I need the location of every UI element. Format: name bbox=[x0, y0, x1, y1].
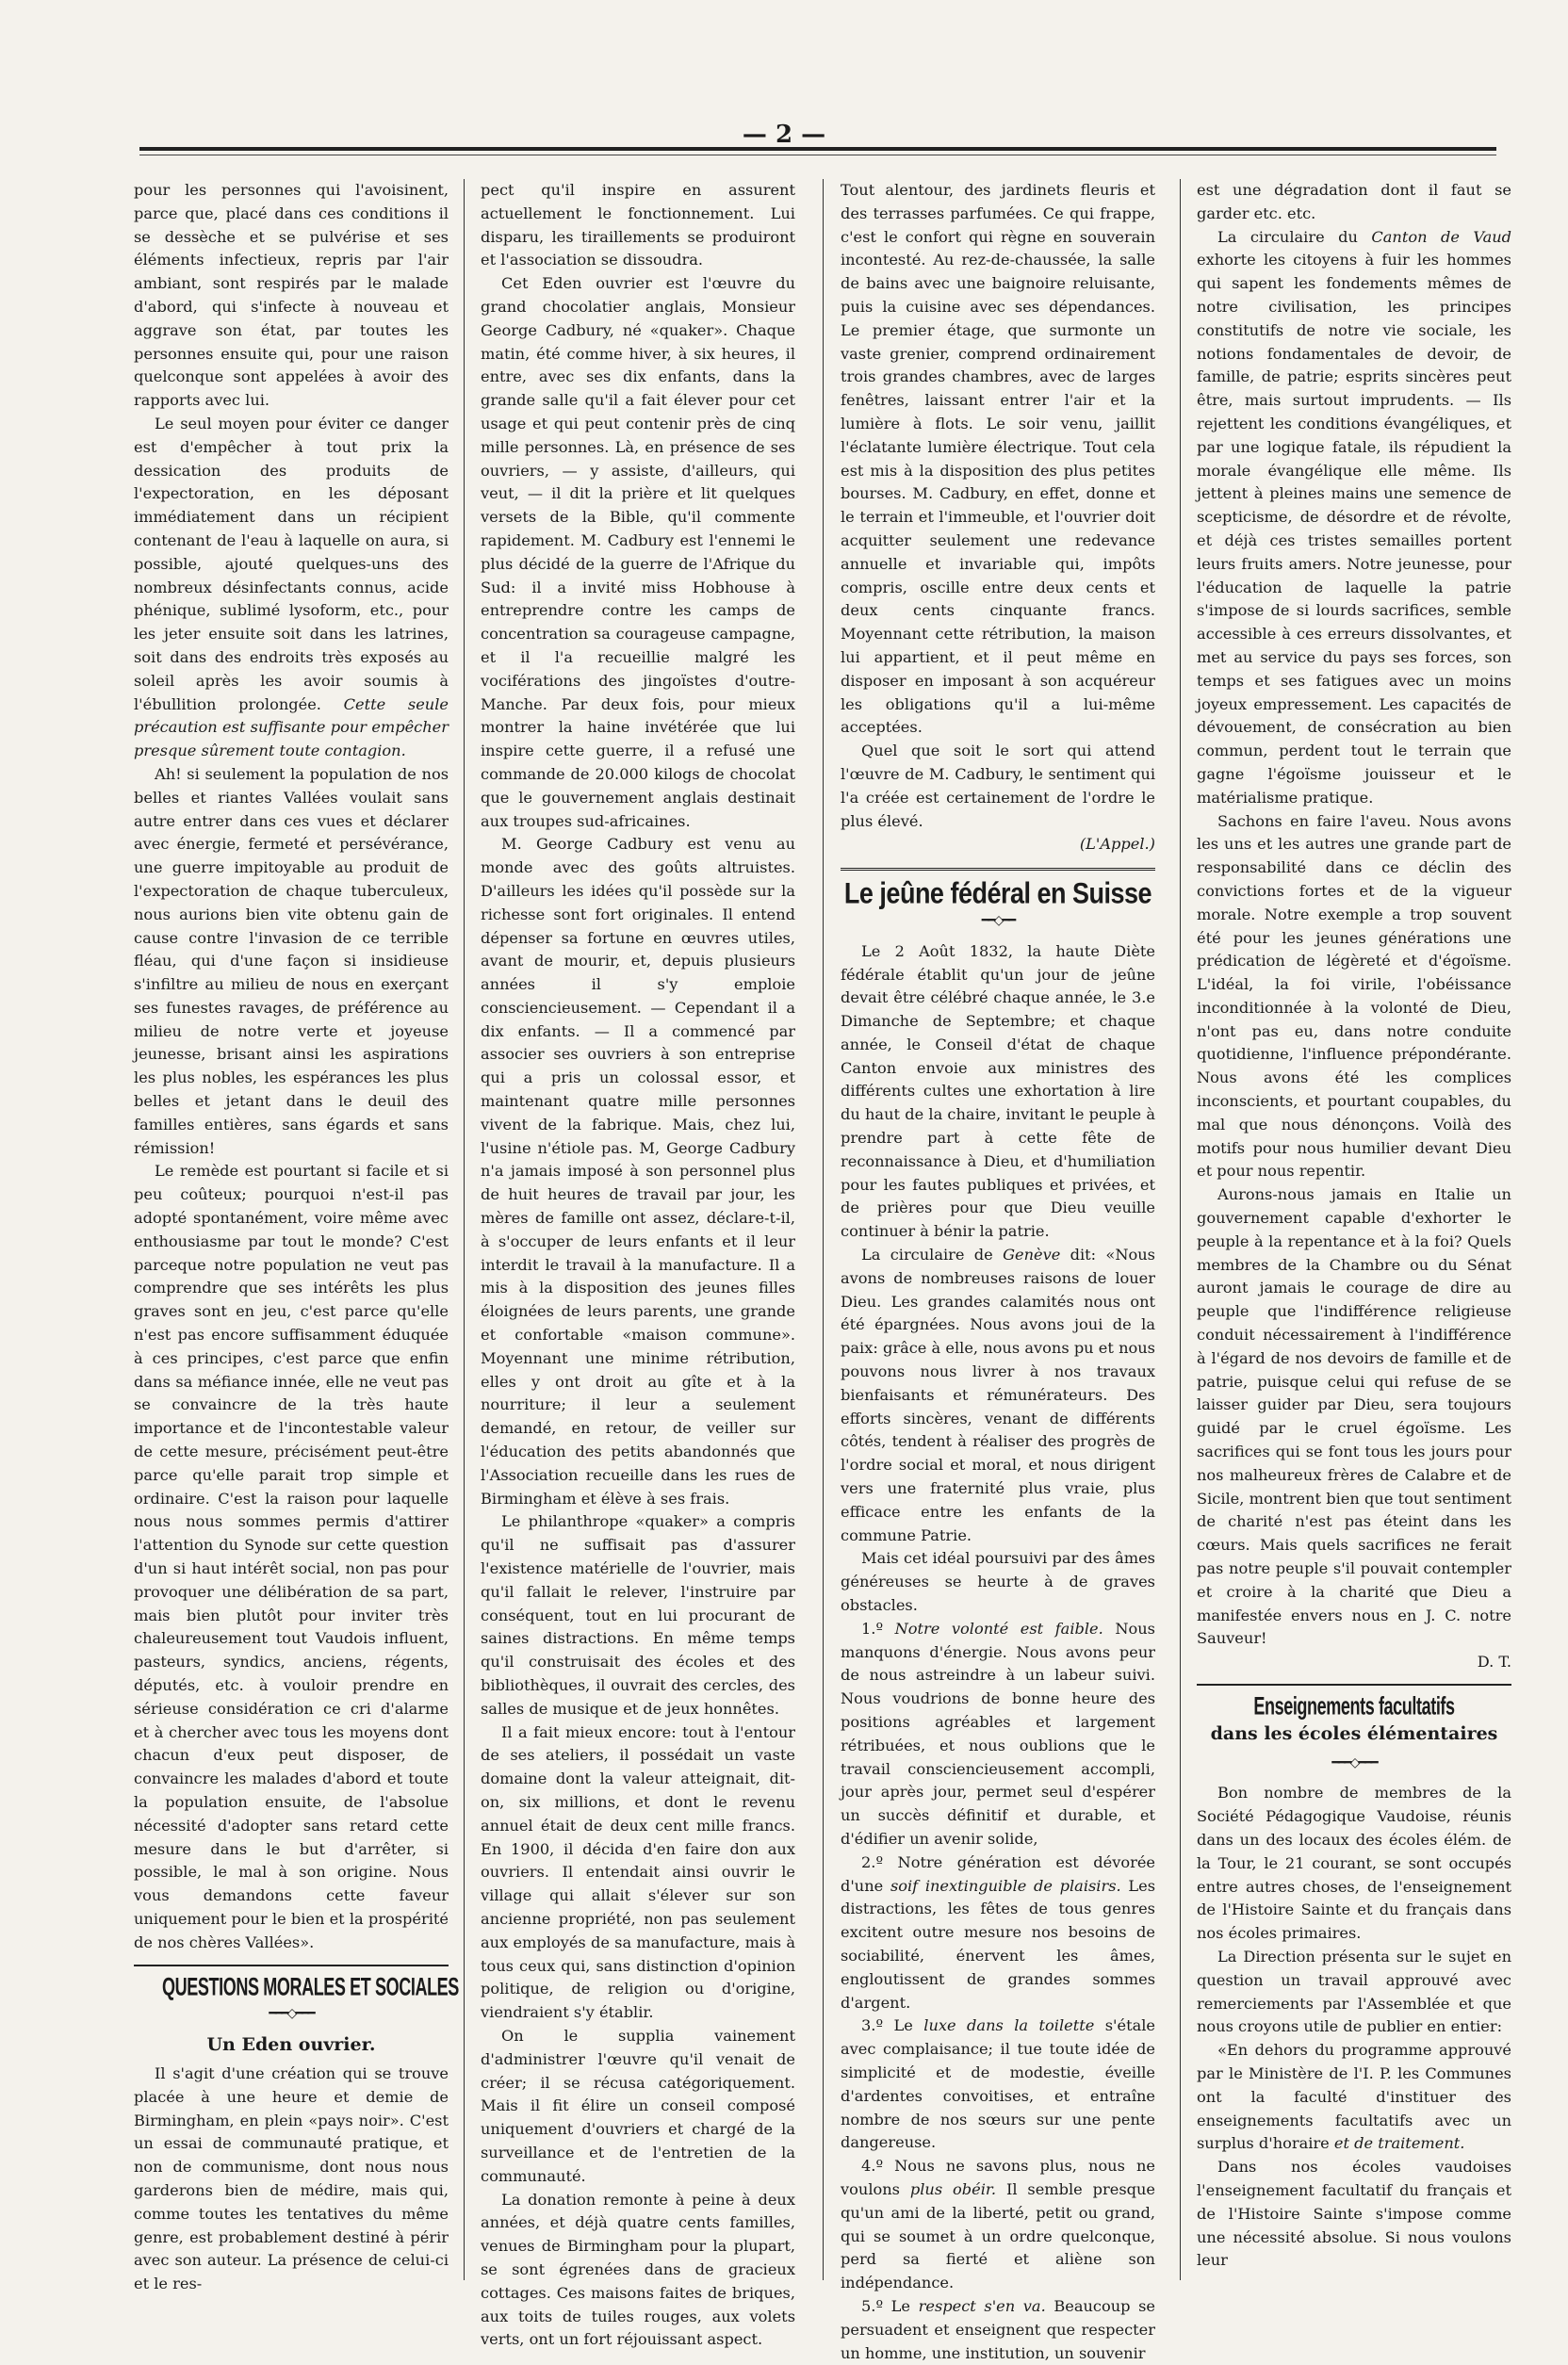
paragraph: Aurons-nous jamais en Italie un gouvernement capable d'exhorter le peuple à la repentance et à la foi? Quels membres de la Chambre ou du Sénat auront jamais le courage de dire au peuple que l'indifférence religieuse conduit nécessairement à l'indifférence à l'égard de nos devoirs de famille et de patrie, puisque celui qui refuse de se laisser guider par Dieu, sera toujours guidé par le cruel égoïsme. Les sacrifices qui se font tous les jours pour nos malheureux frères de Calabre et de Sicile, montrent bien que tout sentiment de charité n'est pas éteint dans les cœurs. Mais quels sacrifices ne ferait pas notre peuple s'il pouvait contempler et croire à la charité que Dieu a manifestée envers nous en J. C. notre Sauveur! bbox=[1197, 1185, 1511, 1648]
flourish-ornament: ━━━◇━━━ bbox=[269, 2006, 314, 2022]
paragraph: La donation remonte à peine à deux années, et déjà quatre cents familles, venues de Birmingham pour la plupart, se sont égrenées dans de gracieux cottages. Ces maisons faites de briques, aux toits de tuiles rouges, aux volets verts, ont un fort réjouissant aspect. bbox=[481, 2190, 795, 2349]
emphasis: Cette seule précaution est suffisante pour empêcher presque sûrement toute contagion. bbox=[134, 694, 449, 760]
paragraph: M. George Cadbury est venu au monde avec des goûts altruistes. D'ailleurs les idées qu'il possède sur la richesse sont fort originales. Il entend dépenser sa fortune en œuvres utiles, avant de mourir, et, depuis plusieurs années il s'y emploie consciencieusement. — Cependant il a dix enfants. — Il a commencé par associer ses ouvriers à son entreprise qui a pris un colossal essor, et maintenant quatre mille personnes vivent de la fabrique. Mais, chez lui, l'usine n'étiole pas. M, George Cadbury n'a jamais imposé à son personnel plus de huit heures de travail par jour, les mères de famille ont assez, déclare-t-il, à s'occuper de leurs enfants et il leur interdit le travail à la manufacture. Il a mis à la disposition des jeunes filles éloignées de leurs parents, une grande et confortable «maison commune». Moyennant une minime rétribution, elles y ont droit au gîte et à la nourriture; il leur a seulement demandé, en retour, de veiller sur l'éducation des petits abandonnés que l'Association recueille dans les rues de Birmingham et élève à ses frais. bbox=[481, 835, 795, 1508]
paragraph: Le remède est pourtant si facile et si peu coûteux; pourquoi n'est-il pas adopté spontanément, voire même avec enthousiasme par tout le monde? C'est parceque notre population ne veut pas comprendre que ses intérêts les plus graves sont en jeu, c'est parce qu'elle n'est pas encore suffisamment éduquée à ces principes, c'est parce que enfin dans sa méfiance innée, elle ne veut pas se convaincre de la très haute importance et de l'incontestable valeur de cette mesure, précisément peut-être parce qu'elle parait trop simple et ordinaire. C'est la raison pour laquelle nous nous sommes permis d'attirer l'attention du Synode sur cette question d'un si haut intérêt social, non pas pour provoquer une délibération de sa part, mais bien plutôt pour inviter très chaleureusement tout Vaudois influent, pasteurs, syndics, anciens, régents, députés, etc. à vouloir prendre en sérieuse considération ce cri d'alarme et à chercher avec tous les moyens dont chacun d'eux peut disposer, de convaincre les malades d'abord et toute la population ensuite, de l'absolue nécessité d'adopter sans retard cette mesure dans le but d'arrêter, si possible, le mal à son origine. Nous vous demandons cette faveur uniquement pour le bien et la prospérité de nos chères Vallées». bbox=[134, 1162, 449, 1951]
paragraph: Le seul moyen pour éviter ce danger est d'empêcher à tout prix la dessication des produits de l'expectoration, en les déposant immédiatement dans un récipient contenant de l'eau à laquelle on aura, si possible, ajouté quelques-uns des nombreux désinfectants connus, acide phénique, sublimé lysoform, etc., pour les jeter ensuite soit dans les latrines, soit dans des endroits très exposés au soleil après les avoir soumis à l'ébullition prolongée. Cette seule précaution est suffisante pour empêcher presque sûrement toute contagion. bbox=[134, 414, 449, 760]
column-divider bbox=[464, 179, 465, 2280]
paragraph: La Direction présenta sur le sujet en question un travail approuvé avec remerciements par l'Assemblée et que nous croyons utile de publier en entier: bbox=[1197, 1947, 1511, 2036]
paragraph: Dans nos écoles vaudoises l'enseignement facultatif du français et de l'Histoire Sainte s'impose comme une nécessité absolue. Si nous voulons leur bbox=[1197, 2158, 1511, 2270]
section-rule bbox=[841, 868, 1155, 871]
list-item: 1.º Notre volonté est faible. Nous manquons d'énergie. Nous avons peur de nous astreindre à un labeur suivi. Nous voudrions de bonne heure des positions agréables et largement rétribuées, et nous oublions que le travail consciencieusement accompli, jour après jour, permet seul d'espérer un succès définitif et durable, et d'édifier un avenir solide, bbox=[841, 1619, 1155, 1848]
paragraph: Quel que soit le sort qui attend l'œuvre de M. Cadbury, le sentiment qui l'a créée est certainement de l'ordre le plus élevé. bbox=[841, 742, 1155, 830]
paragraph: Sachons en faire l'aveu. Nous avons les uns et les autres une grande part de responsabilité dans ce déclin des convictions fortes et de la vigueur morale. Notre exemple a trop souvent été pour les jeunes générations une prédication de légèreté et d'égoïsme. L'idéal, la foi virile, l'obéissance inconditionnée à la volonté de Dieu, n'ont pas eu, dans notre conduite quotidienne, l'influence prépondérante. Nous avons été les complices inconscients, et pourtant coupables, du mal que nous dénonçons. Voilà des motifs pour nous humilier devant Dieu et pour nous repentir. bbox=[1197, 811, 1511, 1181]
page-number: — 2 — bbox=[742, 121, 826, 149]
column-2 bbox=[481, 179, 795, 2349]
paragraph: Le 2 Août 1832, la haute Diète fédérale établit qu'un jour de jeûne devait être célébré chaque année, le 3.e Dimanche de Septembre; et chaque année, le Conseil d'état de chaque Canton envoie aux ministres des différents cultes une exhortation à lire du haut de la chaire, invitant le peuple à prendre part à cette fête de reconnaissance à Dieu, et d'humiliation pour les fautes publiques et privées, et de prières pour que Dieu veuille continuer à bénir la patrie. bbox=[841, 941, 1155, 1241]
paragraph: Il s'agit d'une création qui se trouve placée à une heure et demie de Birmingham, en plein «pays noir». C'est un essai de communauté pratique, et non de communisme, dont nous nous garderons bien de médire, mais qui, comme toutes les tentatives du même genre, est probablement destiné à périr avec son auteur. La présence de celui-ci et le res- bbox=[134, 2063, 449, 2293]
section-title-enseignements: Enseignements facultatifs bbox=[1253, 1691, 1455, 1721]
paragraph: Tout alentour, des jardinets fleuris et des terrasses parfumées. Ce qui frappe, c'est le confort qui règne en souverain incontesté. Au rez-de-chaussée, la salle de bains avec une baignoire reluisante, puis la cuisine avec ses dépendances. Le premier étage, que surmonte un vaste grenier, comprend ordinairement trois grandes chambres, avec de larges fenêtres, laissant entrer l'air et la lumière à flots. Le soir venu, jaillit l'éclatante lumière électrique. Tout cela est mis à la disposition des plus petites bourses. M. Cadbury, en effet, donne et le terrain et l'immeuble, et l'ouvrier doit acquitter seulement une redevance annuelle et invariable qui, impôts compris, oscille entre deux cents et deux cents cinquante francs. Moyennant cette rétribution, la maison lui appartient, et il peut même en disposer en imposant à son acquéreur les obligations qu'il a lui-même acceptées. bbox=[841, 181, 1155, 737]
emphasis: Genève bbox=[1003, 1246, 1061, 1264]
emphasis: Canton de Vaud bbox=[1371, 227, 1512, 246]
flourish-ornament: ━━━◇━━━ bbox=[1331, 1754, 1377, 1770]
section-title-jeune-federal: Le jeûne fédéral en Suisse bbox=[843, 876, 1152, 910]
emphasis: et de traitement. bbox=[1333, 2134, 1465, 2153]
column-4 bbox=[1197, 179, 1511, 2285]
list-item: 3.º Le luxe dans la toilette s'étale avec complaisance; il tue toute idée de simplicité et de modestie, éveille d'ardentes convoitises, et entraîne nombre de nos sœurs sur une pente dangereuse. bbox=[841, 2016, 1155, 2152]
paragraph: est une dégradation dont il faut se garder etc. etc. bbox=[1197, 181, 1511, 222]
paragraph: Ah! si seulement la population de nos belles et riantes Vallées voulait sans autre entrer dans ces vues et déclarer avec énergie, fermeté et persévérance, une guerre impitoyable au produit de l'expectoration de chaque tuberculeux, nous aurions bien vite obtenu gain de cause contre l'invasion de ce terrible fléau, qui d'une façon si insidieuse s'infiltre au milieu de nous en exerçant ses funestes ravages, de préférence au milieu de notre verte et joyeuse jeunesse, brisant ainsi les aspirations les plus nobles, les espérances les plus belles et jetant dans le deuil des familles entières, sans égards et sans rémission! bbox=[134, 764, 449, 1157]
paragraph: pour les personnes qui l'avoisinent, parce que, placé dans ces conditions il se dessèche et se pulvérise et ses éléments infectieux, repris par l'air ambiant, sont respirés par le malade d'abord, qui s'infecte à nouveau et aggrave son état, par toutes les personnes ensuite qui, pour une raison quelconque sont appelées à avoir des rapports avec lui. bbox=[134, 181, 449, 410]
column-divider bbox=[1180, 179, 1181, 2280]
paragraph: «En dehors du programme approuvé par le Ministère de l'I. P. les Communes ont la faculté d'instituer des enseignements facultatifs avec un surplus d'horaire et de traitement. bbox=[1197, 2041, 1511, 2153]
list-item: 5.º Le respect s'en va. Beaucoup se persuadent et enseignent que respecter un homme, une institution, un souvenir bbox=[841, 2296, 1155, 2362]
flourish-ornament: ━━◇━━ bbox=[981, 912, 1015, 928]
list-item: 4.º Nous ne savons plus, nous ne voulons plus obéir. Il semble presque qu'un ami de la liberté, petit ou grand, qui se soumet à un ordre quelconque, perd sa fierté et aliène son indépendance. bbox=[841, 2157, 1156, 2292]
paragraph: Il a fait mieux encore: tout à l'entour de ses ateliers, il possédait un vaste domaine dont la valeur atteignait, dit-on, six millions, et dont le revenu annuel était de deux cent mille francs. En 1900, il décida d'en faire don aux ouvriers. Il entendait ainsi ouvrir le village qui allait s'élever sur son ancienne propriété, non pas seulement aux employés de sa manufacture, mais à tous ceux qui, sans distinction d'opinion politique, de religion ou d'origine, viendraient s'y établir. bbox=[481, 1722, 795, 2022]
article-subtitle: Un Eden ouvrier. bbox=[206, 2034, 376, 2056]
signature: (L'Appel.) bbox=[1079, 835, 1155, 854]
header-rule bbox=[139, 147, 1496, 151]
paragraph: pect qu'il inspire en assurent actuellement le fonctionnement. Lui disparu, les tiraillements se produiront et l'association se dissoudra. bbox=[481, 181, 795, 269]
column-1 bbox=[134, 179, 459, 2293]
paragraph: Mais cet idéal poursuivi par des âmes généreuses se heurte à de graves obstacles. bbox=[841, 1549, 1155, 1615]
paragraph: Le philanthrope «quaker» a compris qu'il ne suffisait pas d'assurer l'existence matérielle de l'ouvrier, mais qu'il fallait le relever, l'instruire par conséquent, tout en lui procurant de saines distractions. En même temps qu'il construisait des écoles et des bibliothèques, il ouvrait des cercles, des salles de musique et de jeux honnêtes. bbox=[481, 1512, 795, 1718]
signature: D. T. bbox=[1477, 1653, 1511, 1672]
paragraph: Cet Eden ouvrier est l'œuvre du grand chocolatier anglais, Monsieur George Cadbury, né «quaker». Chaque matin, été comme hiver, à six heures, il entre, avec ses dix enfants, dans la grande salle qu'il a fait élever pour cet usage et qui peut contenir près de cinq mille personnes. Là, en présence de ses ouvriers, — y assiste, d'ailleurs, qui veut, — il dit la prière et lit quelques versets de la Bible, qu'il commente rapidement. M. Cadbury est l'ennemi le plus décidé de la guerre de l'Afrique du Sud: il a invité miss Hobhouse à entreprendre contre les camps de concentration sa courageuse campagne, et il l'a recueillie malgré les vociférations des jingoïstes d'outre-Manche. Par deux fois, pour mieux montrer la haine invétérée que lui inspire cette guerre, il a refusé une commande de 20.000 kilogs de chocolat que le gouvernement anglais destinait aux troupes sud-africaines. bbox=[481, 274, 795, 830]
paragraph: Bon nombre de membres de la Société Pédagogique Vaudoise, réunis dans un des locaux des écoles élém. de la Tour, le 21 courant, se sont occupés entre autres choses, de l'enseignement de l'Histoire Sainte et du français dans nos écoles primaires. bbox=[1197, 1784, 1511, 1943]
column-3 bbox=[841, 179, 1156, 2362]
paragraph: On le supplia vainement d'administrer l'œuvre qu'il venait de créer; il se récusa catégoriquement. Mais il fit élire un conseil composé uniquement d'ouvriers et chargé de la surveillance et de l'entretien de la communauté. bbox=[481, 2026, 795, 2185]
section-rule bbox=[134, 1965, 449, 1966]
section-subtitle: dans les écoles élémentaires bbox=[1210, 1722, 1498, 1744]
paragraph: La circulaire de Genève dit: «Nous avons de nombreuses raisons de louer Dieu. Les grandes calamités nous ont été épargnées. Nous avons joui de la paix: grâce à elle, nous avons pu et nous pouvons nous livrer à nos travaux bienfaisants et rémunérateurs. Des efforts sincères, venant de différents côtés, tendent à réaliser des progrès de l'ordre social et moral, et nous dirigent vers une fraternité plus vraie, plus efficace entre les enfants de la commune Patrie. bbox=[841, 1246, 1155, 1544]
paragraph: La circulaire du Canton de Vaud exhorte les citoyens à fuir les hommes qui sapent les fondements mêmes de notre civilisation, les principes constitutifs de notre vie sociale, les notions fondamentales de devoir, de famille, de patrie; esprits sincères peut être, mais surtout imprudents. — Ils rejettent les conditions évangéliques, et par une logique fatale, ils répudient la morale évangélique elle même. Ils jettent à pleines mains une semence de scepticisme, de désordre et de révolte, et déjà ces tristes semailles portent leurs fruits amers. Notre jeunesse, pour l'éducation de laquelle la patrie s'impose de si lourds sacrifices, semble accessible à ces erreurs dissolvantes, et met au service du pays ses forces, son temps et ses fatigues avec un moins joyeux empressement. Les capacités de dévouement, de consécration au bien commun, perdent tout le terrain que gagne l'égoïsme jouisseur et le matérialisme pratique. bbox=[1197, 227, 1512, 807]
column-divider bbox=[823, 179, 824, 2280]
section-rule bbox=[1197, 1684, 1511, 1686]
list-item: 2.º Notre génération est dévorée d'une soif inextinguible de plaisirs. Les distractions, les fêtes de tous genres excitent outre mesure nos besoins de sociabilité, énervent les âmes, engloutissent de grandes sommes d'argent. bbox=[841, 1852, 1155, 2012]
section-title-questions-morales: QUESTIONS MORALES ET SOCIALES bbox=[162, 1971, 459, 2000]
